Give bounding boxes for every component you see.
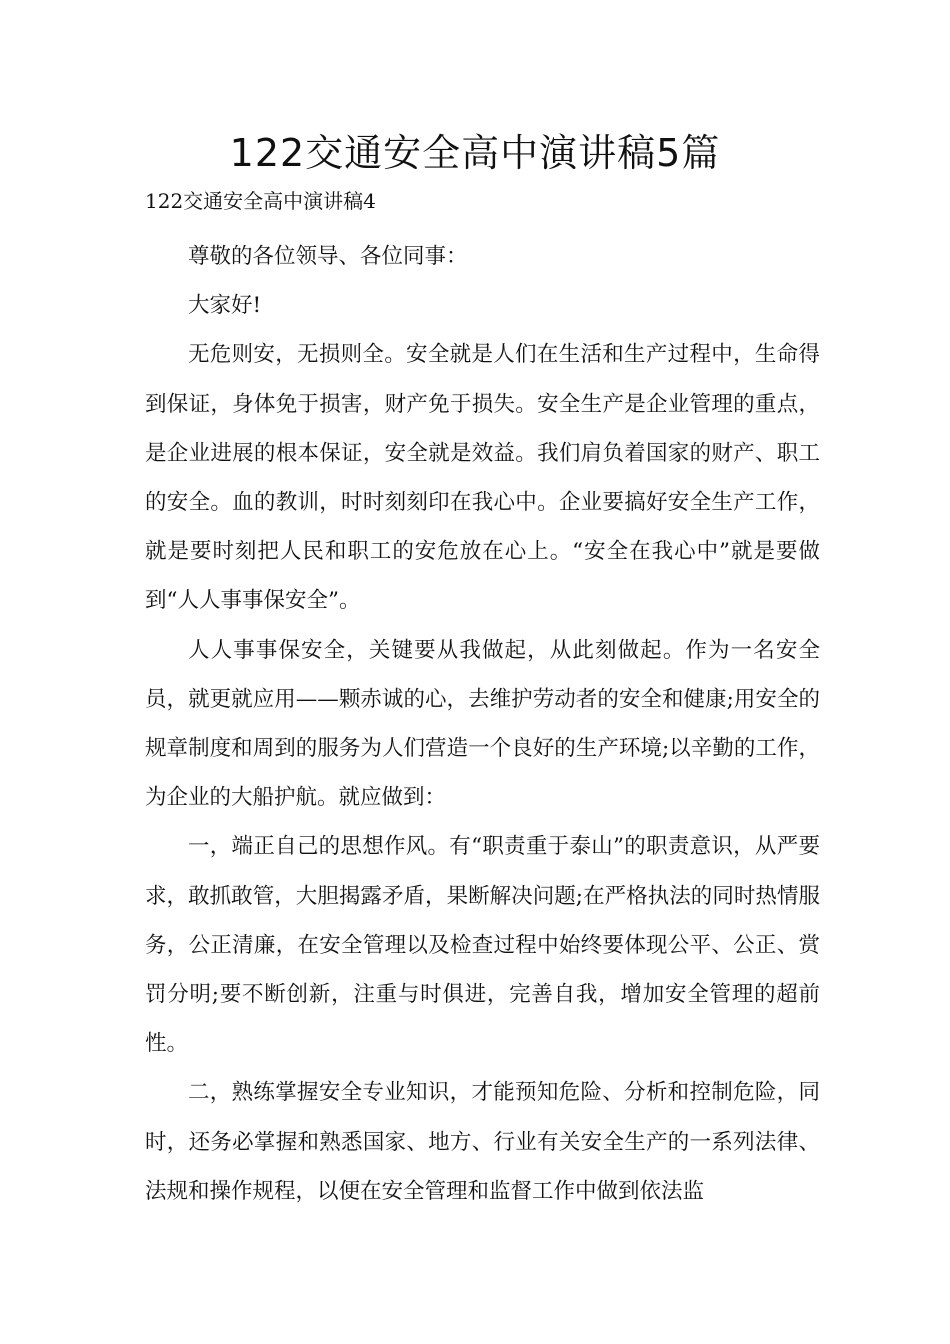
paragraph: 一，端正自己的思想作风。有“职责重于泰山”的职责意识，从严要求，敢抓敢管，大胆揭露矛盾，果断解决问题;在严格执法的同时热情服务，公正清廉，在安全管理以及检查过程中始终要体现公平、公正、赏罚分明;要不断创新，注重与时俱进，完善自我，增加安全管理的超前性。 bbox=[145, 834, 820, 1057]
document-title: 122交通安全高中演讲稿5篇 bbox=[229, 131, 721, 175]
document-body bbox=[145, 232, 820, 1216]
paragraph-greeting: 大家好! bbox=[188, 293, 262, 319]
paragraph: 人人事事保安全，关键要从我做起，从此刻做起。作为一名安全员，就更就应用——颗赤诚的心，去维护劳动者的安全和健康;用安全的规章制度和周到的服务为人们营造一个良好的生产环境;以辛勤的工作，为企业的大船护航。就应做到： bbox=[145, 637, 820, 811]
paragraph-salutation: 尊敬的各位领导、各位同事： bbox=[188, 244, 468, 269]
paragraph: 二，熟练掌握安全专业知识，才能预知危险、分析和控制危险，同时，还务必掌握和熟悉国家、地方、行业有关安全生产的一系列法律、法规和操作规程，以便在安全管理和监督工作中做到依法监 bbox=[145, 1080, 820, 1204]
document-subtitle: 122交通安全高中演讲稿4 bbox=[145, 189, 376, 213]
paragraph: 无危则安，无损则全。安全就是人们在生活和生产过程中，生命得到保证，身体免于损害，财产免于损失。安全生产是企业管理的重点，是企业进展的根本保证，安全就是效益。我们肩负着国家的财产、职工的安全。血的教训，时时刻刻印在我心中。企业要搞好安全生产工作，就是要时刻把人民和职工的安危放在心上。“安全在我心中”就是要做到“人人事事保安全”。 bbox=[145, 342, 820, 614]
